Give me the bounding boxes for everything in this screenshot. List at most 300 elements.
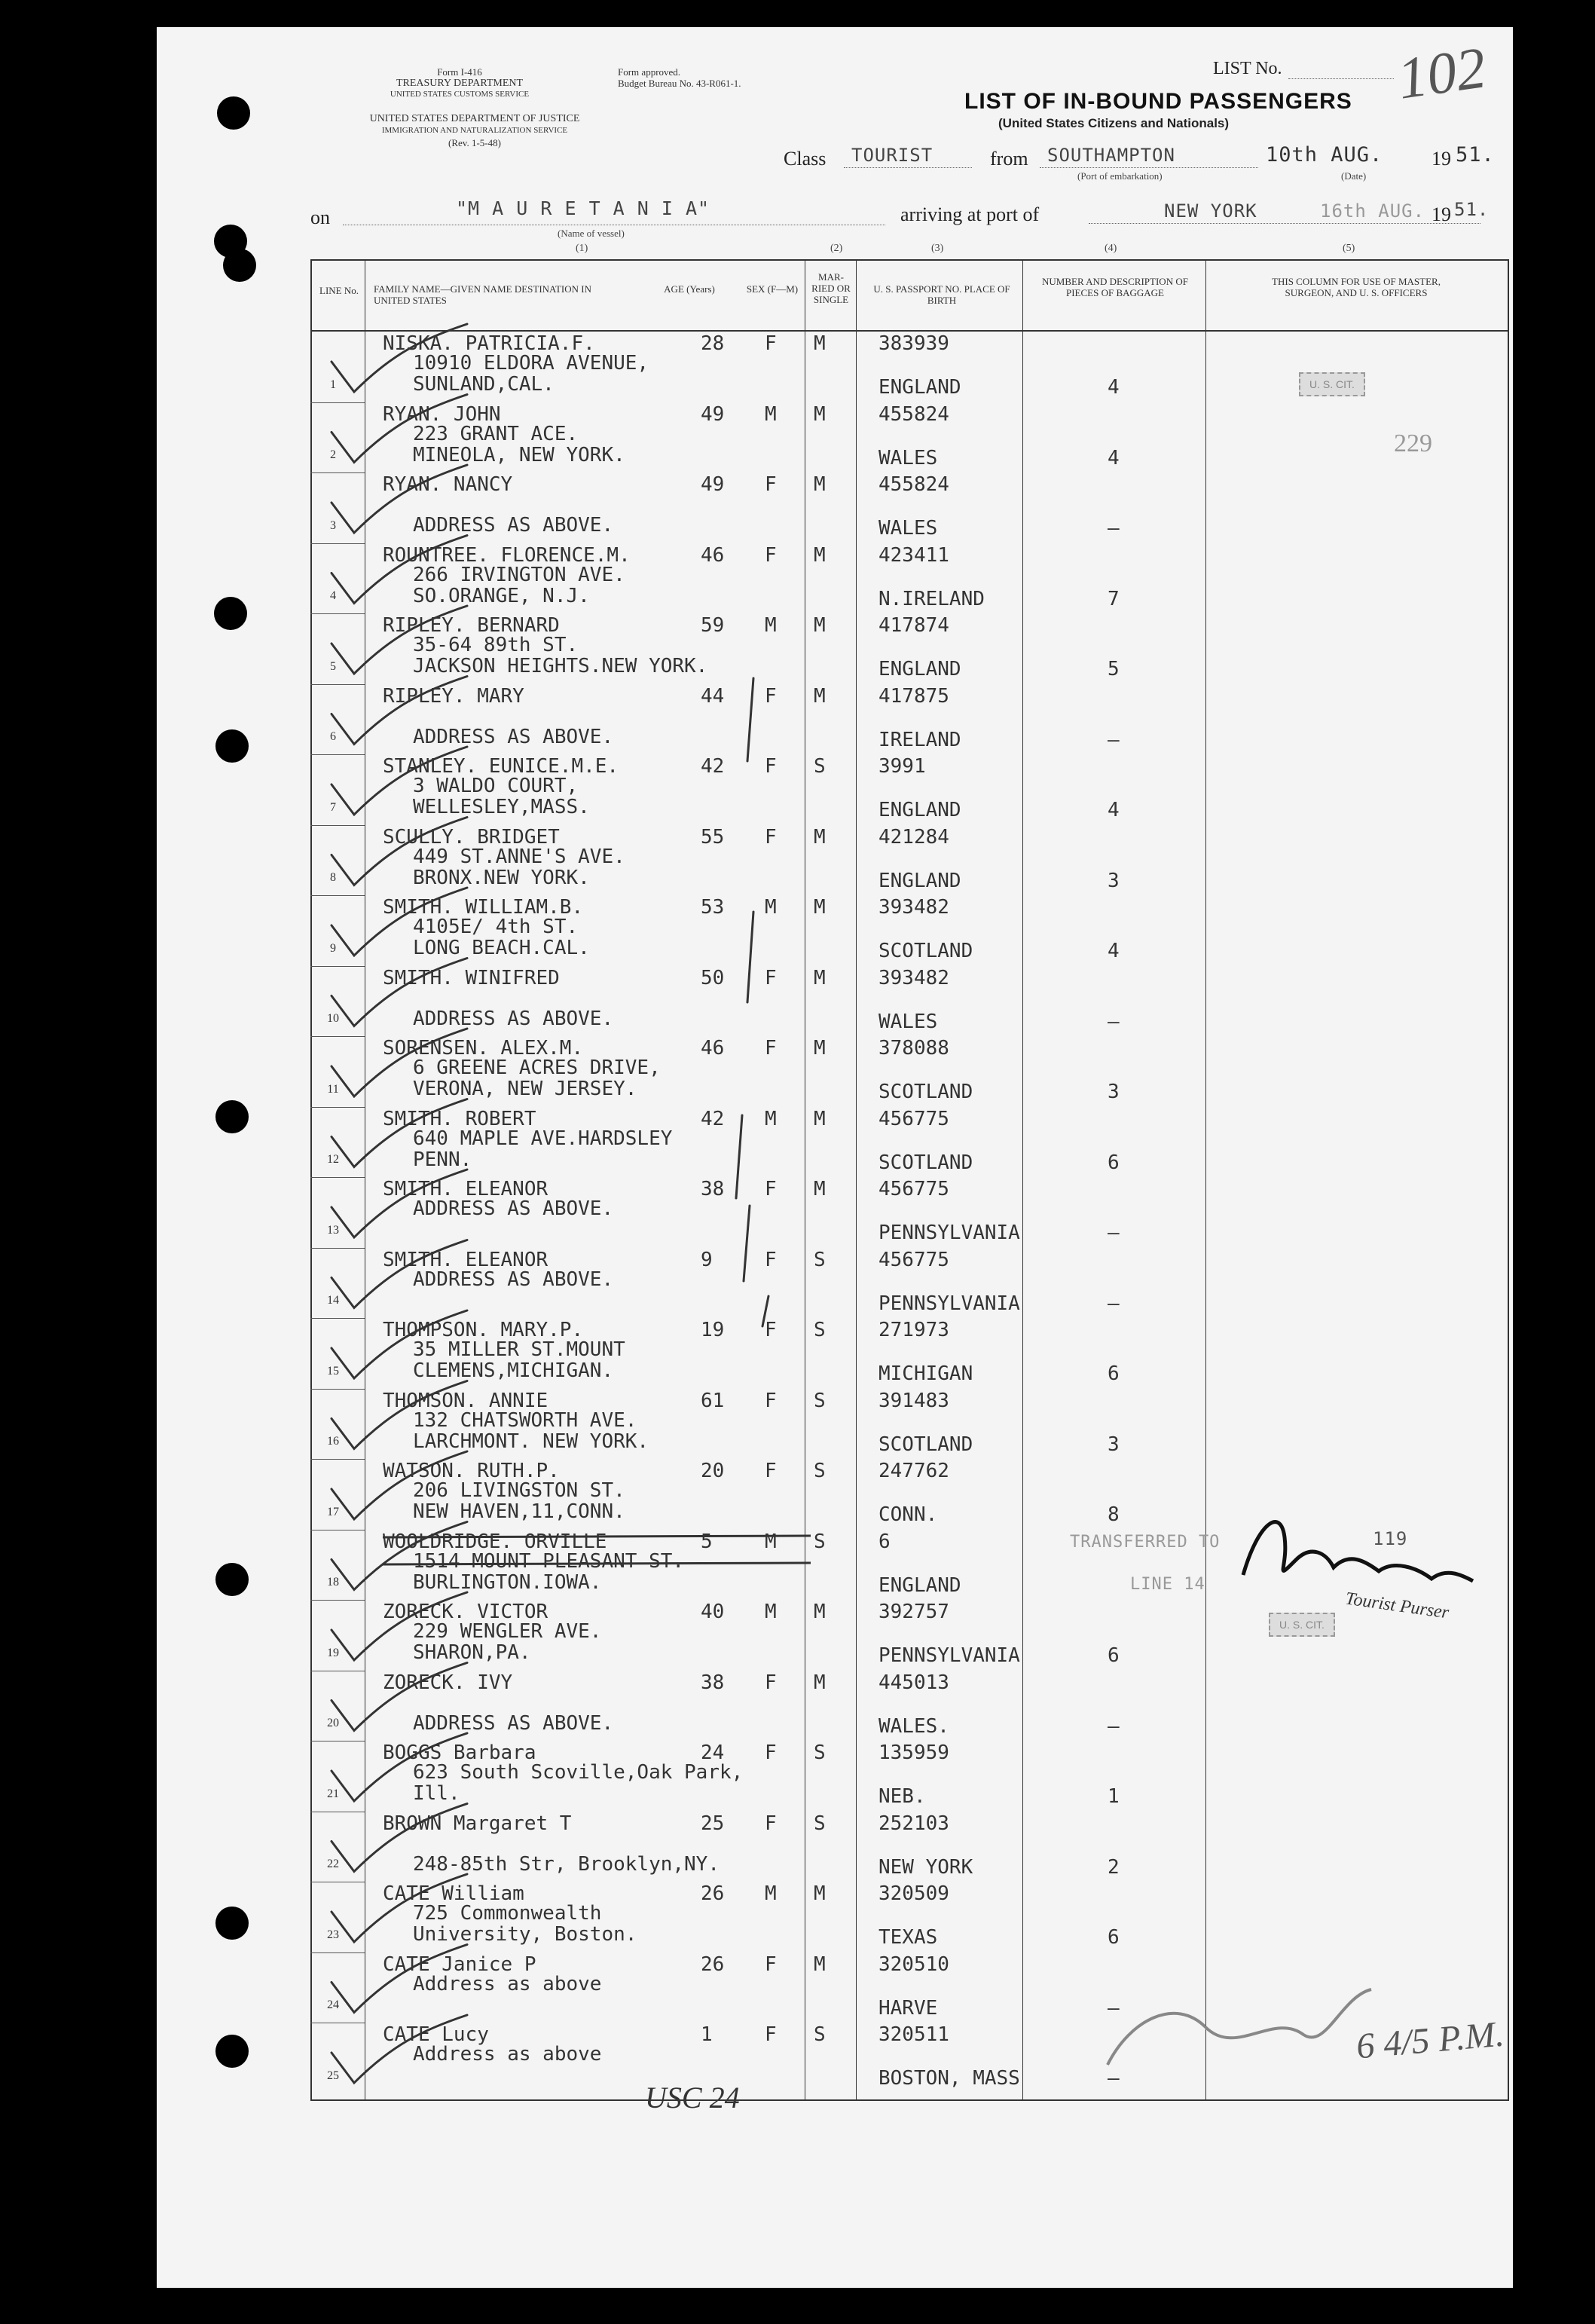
baggage-count: 6 [1108,1926,1120,1949]
embarkation-port: SOUTHAMPTON [1047,145,1175,166]
address-line-2: VERONA, NEW JERSEY. [413,1078,637,1100]
passenger-sex: F [765,1178,777,1200]
place-of-birth: TEXAS [878,1926,938,1949]
check-mark [332,536,467,604]
passenger-name: STANLEY. EUNICE.M.E. [383,755,619,778]
address-line-1: 449 ST.ANNE'S AVE. [413,845,625,868]
check-mark [332,818,467,885]
address-line-2: 248-85th Str, Brooklyn,NY. [413,1852,720,1876]
line-number: 22 [327,1858,339,1870]
address-line-1: 3 WALDO COURT, [413,775,579,797]
marital-status: M [814,1671,826,1694]
corner-scribble [1108,1989,1371,2065]
passenger-sex: F [765,1248,777,1271]
on-label: on [310,206,330,228]
passenger-age: 38 [701,1178,725,1200]
place-of-birth: MICHIGAN [878,1362,973,1385]
passenger-name: ZORECK. VICTOR [383,1601,548,1623]
check-mark [332,1029,467,1096]
place-of-birth: WALES [878,1010,938,1033]
baggage-count: 4 [1108,940,1120,962]
place-of-birth: WALES [878,517,938,540]
passenger-sex: F [765,966,777,989]
column-header-officers: THIS COLUMN FOR USE OF MASTER, SURGEON, AND U. S. OFFICERS [1272,276,1441,298]
passport-number: 391483 [878,1389,949,1412]
baggage-count: 2 [1108,1855,1120,1879]
vessel-caption: (Name of vessel) [558,228,625,239]
column-header-age: AGE (Years) [664,283,715,295]
check-mark [332,959,467,1026]
check-mark [332,1874,467,1942]
arrival-port: NEW YORK [1164,200,1257,222]
check-mark [332,465,467,533]
place-of-birth: IRELAND [878,728,961,751]
place-of-birth: WALES [878,446,938,469]
column-header-name: FAMILY NAME—GIVEN NAME DESTINATION IN UNITED STATES [374,283,592,306]
marital-status: M [814,543,826,567]
marital-status: S [814,1389,826,1412]
marital-status: S [814,1812,826,1835]
passenger-sex: M [765,1107,777,1130]
baggage-count: — [1108,2067,1120,2090]
place-of-birth: ENGLAND [878,799,961,821]
marital-status: M [814,1952,826,1976]
passenger-age: 55 [701,825,725,849]
line-number: 5 [330,659,336,673]
line-number: 4 [330,589,336,602]
passport-number: 378088 [878,1037,949,1060]
vessel-name: "M A U R E T A N I A" [456,197,710,219]
tally-mark [762,1296,768,1326]
address-line-2: ADDRESS AS ABOVE. [413,1007,614,1030]
place-of-birth: ENGLAND [878,1573,961,1597]
passenger-sex: M [765,402,777,426]
passenger-name: WATSON. RUTH.P. [383,1460,560,1482]
line-number: 7 [330,800,336,814]
address-line-2: JACKSON HEIGHTS.NEW YORK. [413,655,708,677]
address-line-1: ADDRESS AS ABOVE. [413,1197,614,1220]
column-number: (1) [576,243,588,254]
column-header-passport: U. S. PASSPORT NO. PLACE OF BIRTH [873,283,1010,306]
line-number: 8 [330,871,336,884]
baggage-count: 1 [1108,1785,1120,1808]
purser-note: Tourist Purser [1343,1589,1450,1623]
immigration-service: IMMIGRATION AND NATURALIZATION SERVICE [381,126,568,135]
address-line-1: 35-64 89th ST. [413,634,579,656]
passenger-age: 28 [701,332,725,355]
baggage-count: 4 [1108,446,1120,469]
passport-number: 252103 [878,1812,949,1835]
passenger-name: WOOLDRIDGE. ORVILLE [383,1530,607,1553]
passenger-sex: F [765,1671,777,1694]
baggage-count: 5 [1108,658,1120,680]
passenger-age: 5 [701,1530,713,1553]
passenger-age: 49 [701,402,725,426]
line-number: 21 [327,1787,339,1800]
passport-number: 417874 [878,614,949,637]
passport-number: 320509 [878,1882,949,1905]
baggage-count: 4 [1108,376,1120,399]
passenger-sex: F [765,755,777,778]
line-reference: LINE 14 [1130,1575,1205,1594]
from-label: from [990,148,1028,170]
passenger-age: 61 [701,1389,725,1412]
baggage-count: — [1108,1996,1120,2020]
address-line-1: 229 WENGLER AVE. [413,1620,602,1643]
passport-number: 392757 [878,1601,949,1623]
address-line-2: PENN. [413,1148,472,1171]
baggage-count: 3 [1108,1081,1120,1103]
arrival-year-prefix: 19 [1432,203,1451,225]
departure-year-prefix: 19 [1432,148,1451,170]
passenger-name: BROWN Margaret T [383,1812,572,1835]
place-of-birth: SCOTLAND [878,1433,973,1456]
place-of-birth: NEB. [878,1785,926,1808]
line-number: 25 [327,2069,339,2082]
passenger-sex: M [765,1882,777,1905]
marital-status: S [814,1319,826,1341]
line-number: 10 [327,1012,339,1025]
passport-number: 320510 [878,1952,949,1976]
address-line-1: 10910 ELDORA AVENUE, [413,352,649,375]
address-line-1: ADDRESS AS ABOVE. [413,1267,614,1291]
revision-date: (Rev. 1-5-48) [448,137,501,148]
passenger-age: 9 [701,1248,713,1271]
check-mark [332,606,467,674]
marital-status: M [814,614,826,637]
marital-status: S [814,1741,826,1764]
column-header-line: LINE No. [319,285,359,296]
line-number: 16 [327,1435,339,1448]
address-line-2: BURLINGTON.IOWA. [413,1570,602,1594]
baggage-count: 6 [1108,1362,1120,1385]
line-number: 3 [330,518,336,532]
address-line-1: 206 LIVINGSTON ST. [413,1479,625,1502]
arrival-year: 51. [1454,199,1490,220]
line-number: 23 [327,1928,339,1941]
passenger-name: BOGGS Barbara [383,1741,536,1764]
passport-number: 383939 [878,332,949,355]
marital-status: M [814,1601,826,1623]
passenger-sex: F [765,825,777,849]
passenger-age: 25 [701,1812,725,1835]
passenger-name: SMITH. WINIFRED [383,966,560,989]
place-of-birth: HARVE [878,1996,938,2020]
approval-line: Form approved. [618,66,681,78]
passport-number: 271973 [878,1319,949,1341]
marital-status: M [814,966,826,989]
passenger-sex: F [765,1389,777,1412]
line-number: 12 [327,1153,339,1166]
passenger-age: 46 [701,1037,725,1060]
address-line-1: 223 GRANT ACE. [413,422,579,445]
cross-out-line [383,1536,811,1564]
passenger-name: THOMSON. ANNIE [383,1389,548,1412]
column-header-sex: SEX (F—M) [746,283,799,295]
place-of-birth: SCOTLAND [878,1151,973,1174]
list-no-label: LIST No. [1213,59,1282,78]
passenger-age: 42 [701,1107,725,1130]
corner-handwritten-note: 6 4/5 P.M. [1355,2014,1506,2067]
address-line-2: LONG BEACH.CAL. [413,937,590,959]
page-number-handwritten: 102 [1393,34,1490,112]
passport-number: 247762 [878,1460,949,1482]
passport-number: 3991 [878,755,926,778]
marital-status: M [814,684,826,708]
passenger-sex: F [765,543,777,567]
address-line-2: BRONX.NEW YORK. [413,866,590,889]
marital-status: S [814,1248,826,1271]
citizen-stamp: U. S. CIT. [1299,372,1365,396]
passenger-name: SMITH. ELEANOR [383,1178,548,1200]
passenger-sex: M [765,1601,777,1623]
check-mark [332,395,467,463]
baggage-count: 8 [1108,1503,1120,1526]
check-mark [332,1733,467,1801]
baggage-count: — [1108,1010,1120,1033]
arrival-date: 16th AUG. [1320,200,1425,222]
passport-number: 456775 [878,1248,949,1271]
passenger-age: 50 [701,966,725,989]
column-header-baggage: NUMBER AND DESCRIPTION OF PIECES OF BAGGAGE [1042,276,1188,298]
column-header-married: MAR-RIED OR SINGLE [811,271,851,305]
address-line-1: 35 MILLER ST.MOUNT [413,1338,625,1361]
check-mark [332,747,467,815]
check-mark [332,1663,467,1731]
passenger-sex: F [765,1319,777,1341]
date-caption: (Date) [1341,170,1367,182]
marital-status: S [814,1530,826,1553]
place-of-birth: PENNSYLVANIA [878,1644,1020,1667]
passport-number: 455824 [878,473,949,496]
address-line-1: 6 GREENE ACRES DRIVE, [413,1057,661,1079]
address-line-1: 132 CHATSWORTH AVE. [413,1408,637,1432]
passport-number: 421284 [878,825,949,849]
tally-mark [736,1115,742,1198]
line-number: 15 [327,1364,339,1378]
passport-number: 423411 [878,543,949,567]
check-mark [332,1170,467,1237]
address-line-2: WELLESLEY,MASS. [413,796,590,818]
check-mark [332,1522,467,1590]
passenger-sex: F [765,1037,777,1060]
marital-status: M [814,1178,826,1200]
passenger-age: 59 [701,614,725,637]
passport-number: 456775 [878,1107,949,1130]
passport-number: 320511 [878,2023,949,2046]
arriving-label: arriving at port of [900,203,1040,225]
transferred-note: TRANSFERRED TO [1070,1533,1221,1552]
passenger-name: NISKA. PATRICIA.F. [383,332,595,355]
passenger-sex: F [765,2023,777,2046]
address-line-2: ADDRESS AS ABOVE. [413,1711,614,1735]
passenger-name: SMITH. ELEANOR [383,1248,548,1271]
passenger-sex: F [765,1741,777,1764]
passenger-sex: F [765,1812,777,1835]
passenger-name: RIPLEY. MARY [383,684,524,708]
form-number: Form I-416 [437,66,482,78]
passenger-name: SMITH. WILLIAM.B. [383,896,584,919]
column-number: (3) [931,243,944,254]
passenger-sex: F [765,332,777,355]
address-line-2: SO.ORANGE, N.J. [413,584,590,607]
passenger-name: SMITH. ROBERT [383,1107,536,1130]
passenger-name: CATE William [383,1882,524,1905]
passenger-age: 40 [701,1601,725,1623]
departure-date: 10th AUG. [1266,143,1383,167]
line-number: 2 [330,448,336,461]
address-line-1: 1514 MOUNT PLEASANT ST. [413,1549,685,1573]
justice-department: UNITED STATES DEPARTMENT OF JUSTICE [369,113,580,124]
passenger-age: 20 [701,1460,725,1482]
signature [1243,1522,1473,1581]
address-line-1: 623 South Scoville,Oak Park, [413,1761,744,1784]
address-line-2: CLEMENS,MICHIGAN. [413,1359,614,1382]
passport-number: 135959 [878,1741,949,1764]
marital-status: M [814,825,826,849]
passenger-sex: F [765,684,777,708]
marital-status: M [814,1107,826,1130]
column-number: (4) [1105,243,1117,254]
passenger-sex: M [765,1530,777,1553]
place-of-birth: N.IRELAND [878,587,985,610]
marital-status: M [814,402,826,426]
marital-status: M [814,473,826,496]
baggage-count: — [1108,1222,1120,1244]
passport-number: 393482 [878,966,949,989]
document-title: LIST OF IN-BOUND PASSENGERS [964,89,1352,114]
address-line-2: SUNLAND,CAL. [413,373,555,396]
address-line-2: LARCHMONT. NEW YORK. [413,1430,649,1453]
passenger-name: CATE Janice P [383,1952,536,1976]
class-value: TOURIST [851,145,933,166]
tally-mark [747,678,753,761]
place-of-birth: ENGLAND [878,658,961,680]
place-of-birth: BOSTON, MASS [878,2067,1020,2090]
passenger-age: 24 [701,1741,725,1764]
place-of-birth: SCOTLAND [878,1081,973,1103]
passport-number: 393482 [878,896,949,919]
check-mark [332,1945,467,2013]
check-mark [332,1310,467,1378]
place-of-birth: PENNSYLVANIA [878,1222,1020,1244]
place-of-birth: WALES. [878,1714,949,1738]
passport-number: 6 [878,1530,891,1553]
baggage-count: — [1108,728,1120,751]
address-line-2: SHARON,PA. [413,1641,531,1664]
passenger-age: 1 [701,2023,713,2046]
marital-status: M [814,896,826,919]
marital-status: M [814,332,826,355]
baggage-count: — [1108,517,1120,540]
passport-number: 455824 [878,402,949,426]
address-line-1: Address as above [413,1972,602,1995]
line-number: 18 [327,1576,339,1589]
check-mark [332,1451,467,1519]
check-mark [332,1381,467,1449]
line-number: 9 [330,941,336,955]
line-number: 13 [327,1223,339,1237]
place-of-birth: CONN. [878,1503,938,1526]
tally-mark [744,1206,750,1281]
passenger-sex: F [765,1460,777,1482]
column-number: (2) [830,243,843,254]
baggage-count: 6 [1108,1644,1120,1667]
passenger-age: 46 [701,543,725,567]
baggage-count: 4 [1108,799,1120,821]
passenger-sex: F [765,473,777,496]
passenger-age: 26 [701,1882,725,1905]
embarkation-caption: (Port of embarkation) [1077,170,1163,182]
departure-year: 51. [1456,143,1495,167]
passenger-age: 42 [701,755,725,778]
passenger-sex: M [765,614,777,637]
marital-status: M [814,1882,826,1905]
baggage-count: — [1108,1714,1120,1738]
passenger-age: 19 [701,1319,725,1341]
check-mark [332,324,467,392]
passenger-name: SORENSEN. ALEX.M. [383,1037,584,1060]
line-number: 19 [327,1646,339,1659]
place-of-birth: ENGLAND [878,869,961,892]
place-of-birth: ENGLAND [878,376,961,399]
line-number: 11 [327,1082,339,1096]
citizen-stamp: U. S. CIT. [1269,1613,1335,1637]
line-number: 14 [327,1294,339,1307]
passenger-sex: M [765,896,777,919]
address-line-1: 725 Commonwealth [413,1902,602,1925]
place-of-birth: NEW YORK [878,1855,973,1879]
line-number: 6 [330,730,336,743]
marital-status: M [814,1037,826,1060]
passenger-name: RYAN. JOHN [383,402,501,426]
address-line-1: Address as above [413,2043,602,2066]
marital-status: S [814,755,826,778]
passenger-age: 53 [701,896,725,919]
tally-mark [747,912,753,1002]
line-number: 24 [327,1998,339,2011]
address-line-1: 640 MAPLE AVE.HARDSLEY [413,1127,673,1150]
passenger-name: SCULLY. BRIDGET [383,825,560,849]
passenger-name: THOMPSON. MARY.P. [383,1319,584,1341]
address-line-1: 266 IRVINGTON AVE. [413,563,625,586]
check-mark [332,677,467,745]
baggage-count: 7 [1108,587,1120,610]
passenger-age: 49 [701,473,725,496]
line-number: 1 [330,378,336,391]
passenger-age: 38 [701,1671,725,1694]
bottom-handwritten-note: USC 24 [645,2081,740,2115]
address-line-1: 4105E/ 4th ST. [413,916,579,938]
marital-status: S [814,2023,826,2046]
document-subtitle: (United States Citizens and Nationals) [998,116,1230,130]
transferred-number: 119 [1373,1528,1408,1549]
address-line-2: Ill. [413,1782,460,1805]
address-line-2: University, Boston. [413,1923,637,1946]
baggage-count: 3 [1108,1433,1120,1456]
passenger-age: 44 [701,684,725,708]
check-mark [332,1099,467,1167]
check-mark [332,888,467,956]
address-line-2: ADDRESS AS ABOVE. [413,725,614,748]
baggage-count: 3 [1108,869,1120,892]
check-mark [332,1804,467,1872]
baggage-count: 6 [1108,1151,1120,1174]
passenger-name: RYAN. NANCY [383,473,513,496]
baggage-count: — [1108,1292,1120,1315]
department-name: TREASURY DEPARTMENT [396,78,524,89]
passenger-sex: F [765,1952,777,1976]
